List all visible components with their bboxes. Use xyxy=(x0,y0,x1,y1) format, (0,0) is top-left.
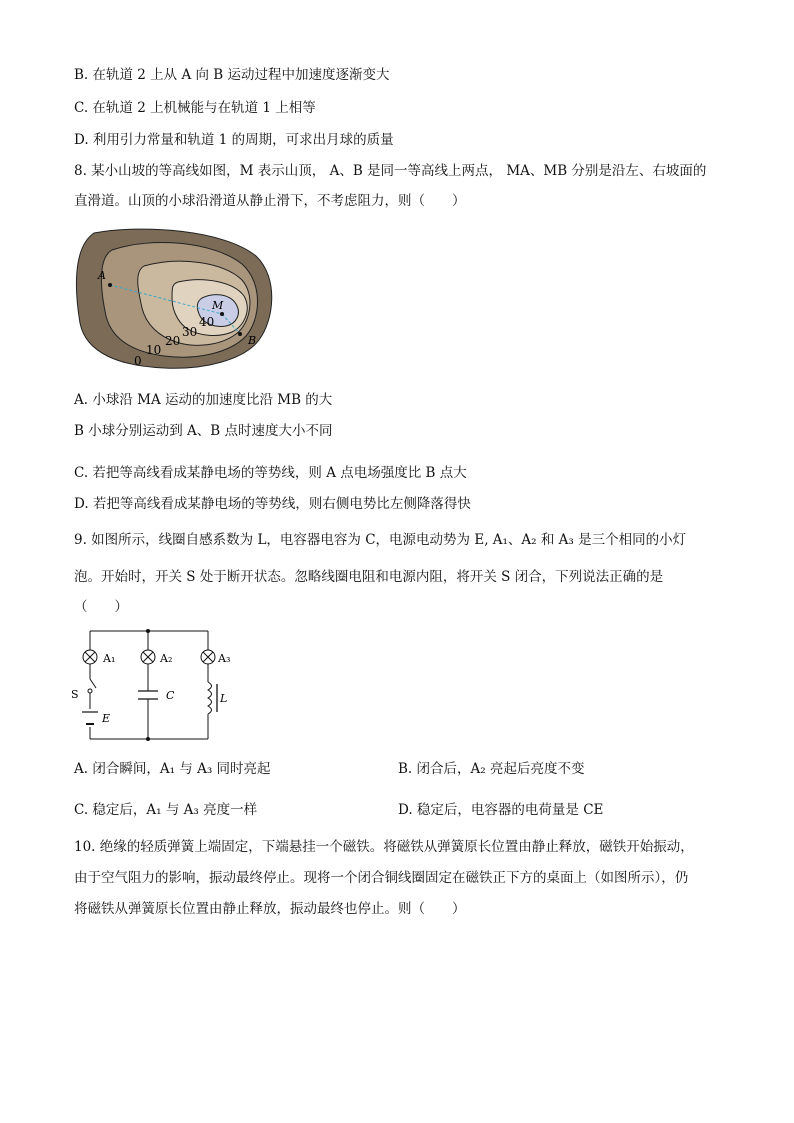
q7-option-b: B. 在轨道 2 上从 A 向 B 运动过程中加速度逐渐变大 xyxy=(74,67,390,83)
contour-map-figure xyxy=(74,228,274,374)
q9-option-a: A. 闭合瞬间，A₁ 与 A₃ 同时亮起 xyxy=(74,761,271,777)
battery-icon xyxy=(82,712,98,724)
q10-stem-line2: 由于空气阻力的影响，振动最终停止。现将一个闭合铜线圈固定在磁铁正下方的桌面上（如图所示），仍 xyxy=(74,870,689,886)
circuit-figure xyxy=(70,624,240,746)
label-a3: A₃ xyxy=(218,652,231,665)
q8-stem-line1: 8. 某小山坡的等高线如图，M 表示山顶， A、B 是同一等高线上两点， MA、MB 分别是沿左、右坡面的 xyxy=(74,163,707,179)
contour-label-10: 10 xyxy=(146,343,162,357)
q9-stem-line2: 泡。开始时，开关 S 处于断开状态。忽略线圈电阻和电源内阻，将开关 S 闭合，下列说法正确的是 xyxy=(74,569,664,585)
contour-label-40: 40 xyxy=(199,315,215,329)
q8-stem-line2: 直滑道。山顶的小球沿滑道从静止滑下，不考虑阻力，则（ ） xyxy=(74,193,466,209)
q8-option-d: D. 若把等高线看成某静电场的等势线，则右侧电势比左侧降落得快 xyxy=(74,496,471,512)
q9-stem-line1: 9. 如图所示，线圈自感系数为 L，电容器电容为 C，电源电动势为 E, A₁、A₂ 和 A₃ 是三个相同的小灯 xyxy=(74,532,687,548)
q9-option-c: C. 稳定后，A₁ 与 A₃ 亮度一样 xyxy=(74,802,258,818)
capacitor-icon xyxy=(138,691,158,699)
q8-option-b: B 小球分别运动到 A、B 点时速度大小不同 xyxy=(74,423,333,439)
label-s: S xyxy=(71,688,79,701)
point-b-dot xyxy=(238,332,242,336)
lamp-a2-icon xyxy=(141,650,155,664)
q10-stem-line3: 将磁铁从弹簧原长位置由静止释放，振动最终也停止。则（ ） xyxy=(74,901,466,917)
contour-label-20: 20 xyxy=(165,334,181,348)
q7-option-c: C. 在轨道 2 上机械能与在轨道 1 上相等 xyxy=(74,100,316,116)
q8-option-a: A. 小球沿 MA 运动的加速度比沿 MB 的大 xyxy=(74,392,333,408)
label-a2: A₂ xyxy=(160,652,173,665)
label-c: C xyxy=(166,689,175,702)
label-b: B xyxy=(248,334,257,347)
label-e: E xyxy=(102,712,111,725)
point-a-dot xyxy=(108,283,112,287)
label-a: A xyxy=(98,269,106,282)
q9-option-d: D. 稳定后，电容器的电荷量是 CE xyxy=(398,802,604,818)
q9-option-b: B. 闭合后，A₂ 亮起后亮度不变 xyxy=(398,761,585,777)
lamp-a1-icon xyxy=(83,650,97,664)
q10-stem-line1: 10. 绝缘的轻质弹簧上端固定，下端悬挂一个磁铁。将磁铁从弹簧原长位置由静止释放，磁铁开始振动， xyxy=(74,839,694,855)
label-a1: A₁ xyxy=(103,652,116,665)
inductor-icon xyxy=(208,682,217,714)
label-m: M xyxy=(212,299,224,312)
switch-icon xyxy=(88,679,96,693)
point-m-dot xyxy=(220,312,224,316)
lamp-a3-icon xyxy=(201,650,215,664)
q8-option-c: C. 若把等高线看成某静电场的等势线，则 A 点电场强度比 B 点大 xyxy=(74,465,467,481)
contour-label-30: 30 xyxy=(182,325,198,339)
q9-stem-line3: （ ） xyxy=(74,599,128,615)
q7-option-d: D. 利用引力常量和轨道 1 的周期，可求出月球的质量 xyxy=(74,132,394,148)
contour-label-0: 0 xyxy=(134,354,142,368)
label-l: L xyxy=(220,692,228,705)
